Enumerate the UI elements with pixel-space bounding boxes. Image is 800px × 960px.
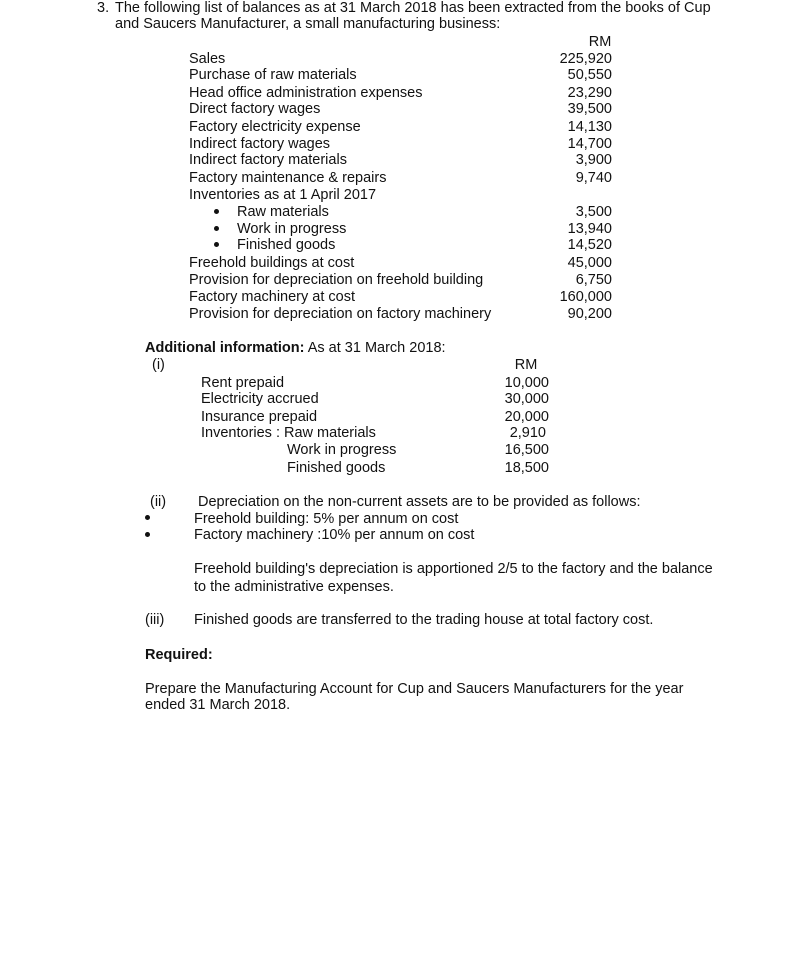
balance-amount: 50,550	[567, 67, 612, 83]
balance-label: Sales	[189, 51, 226, 67]
bullet-icon	[145, 532, 150, 537]
asset-label: Factory machinery at cost	[189, 289, 355, 305]
required-line1-text: Prepare the Manufacturing Account for Cup and Saucers Manufacturers for the year	[145, 681, 684, 697]
adjustment-label: Electricity accrued	[201, 391, 319, 407]
balance-label: Indirect factory wages	[189, 136, 331, 152]
part-ii-note-line2: to the administrative expenses.	[194, 579, 394, 595]
asset-label: Provision for depreciation on freehold building	[189, 272, 484, 288]
adjustment-label: Inventories : Raw materials	[201, 425, 376, 441]
balance-amount: 3,900	[575, 152, 612, 168]
inventories-heading: Inventories as at 1 April 2017	[189, 187, 377, 203]
required-line2: ended 31 March 2018.	[145, 697, 291, 713]
balance-amount: 39,500	[567, 101, 612, 117]
part-ii-text: Depreciation on the non-current assets are to be provided as follows:	[198, 494, 641, 510]
balance-amount: 14,130	[567, 119, 612, 135]
balance-amount: 225,920	[559, 51, 612, 67]
asset-amount: 45,000	[567, 255, 612, 271]
additional-info-rest: As at 31 March 2018:	[304, 340, 446, 356]
adjustment-label: Finished goods	[287, 460, 386, 476]
part-iii-text: Finished goods are transferred to the trading house at total factory cost.	[194, 612, 654, 628]
part-i-currency-header: RM	[514, 357, 538, 373]
inventory-label: Work in progress	[237, 221, 347, 237]
balance-label: Factory electricity expense	[189, 119, 361, 135]
balance-label: Factory maintenance & repairs	[189, 170, 387, 186]
balance-label: Direct factory wages	[189, 101, 321, 117]
balance-amount: 14,700	[567, 136, 612, 152]
asset-amount: 160,000	[559, 289, 612, 305]
question-intro-line1: The following list of balances as at 31 March 2018 has been extracted from the books of Cup	[115, 0, 711, 16]
adjustment-amount: 16,500	[504, 442, 549, 458]
additional-info-bold: Additional information:	[145, 340, 305, 356]
depreciation-bullet: Factory machinery :10% per annum on cost	[194, 527, 475, 543]
inventory-label: Raw materials	[237, 204, 329, 220]
bullet-icon	[214, 226, 219, 231]
bullet-icon	[145, 515, 150, 520]
balance-label: Purchase of raw materials	[189, 67, 357, 83]
part-iii-numeral: (iii)	[145, 612, 165, 628]
asset-amount: 6,750	[575, 272, 612, 288]
adjustment-amount: 10,000	[504, 375, 549, 391]
balance-label: Indirect factory materials	[189, 152, 347, 168]
adjustment-label: Rent prepaid	[201, 375, 285, 391]
inventory-label: Finished goods	[237, 237, 336, 253]
part-ii-numeral: (ii)	[150, 494, 167, 510]
additional-info-heading	[145, 340, 446, 357]
adjustment-amount: 30,000	[504, 391, 549, 407]
part-ii-note-line1: Freehold building's depreciation is apportioned 2/5 to the factory and the balance	[194, 561, 713, 577]
question-intro-line2: and Saucers Manufacturer, a small manufacturing business:	[115, 16, 501, 32]
required-line1	[145, 681, 726, 698]
asset-label: Provision for depreciation on factory machinery	[189, 306, 492, 322]
depreciation-bullet: Freehold building: 5% per annum on cost	[194, 511, 459, 527]
adjustment-amount: 2,910	[509, 425, 546, 441]
inventory-amount: 3,500	[575, 204, 612, 220]
part-i-numeral: (i)	[152, 357, 165, 373]
balance-amount: 23,290	[567, 85, 612, 101]
inventory-amount: 14,520	[567, 237, 612, 253]
required-heading	[145, 647, 213, 664]
balance-amount: 9,740	[575, 170, 612, 186]
balance-label: Head office administration expenses	[189, 85, 423, 101]
adjustment-label: Work in progress	[287, 442, 397, 458]
adjustment-amount: 18,500	[504, 460, 549, 476]
question-number: 3.	[97, 0, 110, 16]
asset-label: Freehold buildings at cost	[189, 255, 355, 271]
adjustment-amount: 20,000	[504, 409, 549, 425]
required-heading-bold: Required:	[145, 647, 213, 663]
bullet-icon	[214, 242, 219, 247]
adjustment-label: Insurance prepaid	[201, 409, 318, 425]
bullet-icon	[214, 209, 219, 214]
inventory-amount: 13,940	[567, 221, 612, 237]
balances-currency-header: RM	[588, 34, 612, 50]
asset-amount: 90,200	[567, 306, 612, 322]
